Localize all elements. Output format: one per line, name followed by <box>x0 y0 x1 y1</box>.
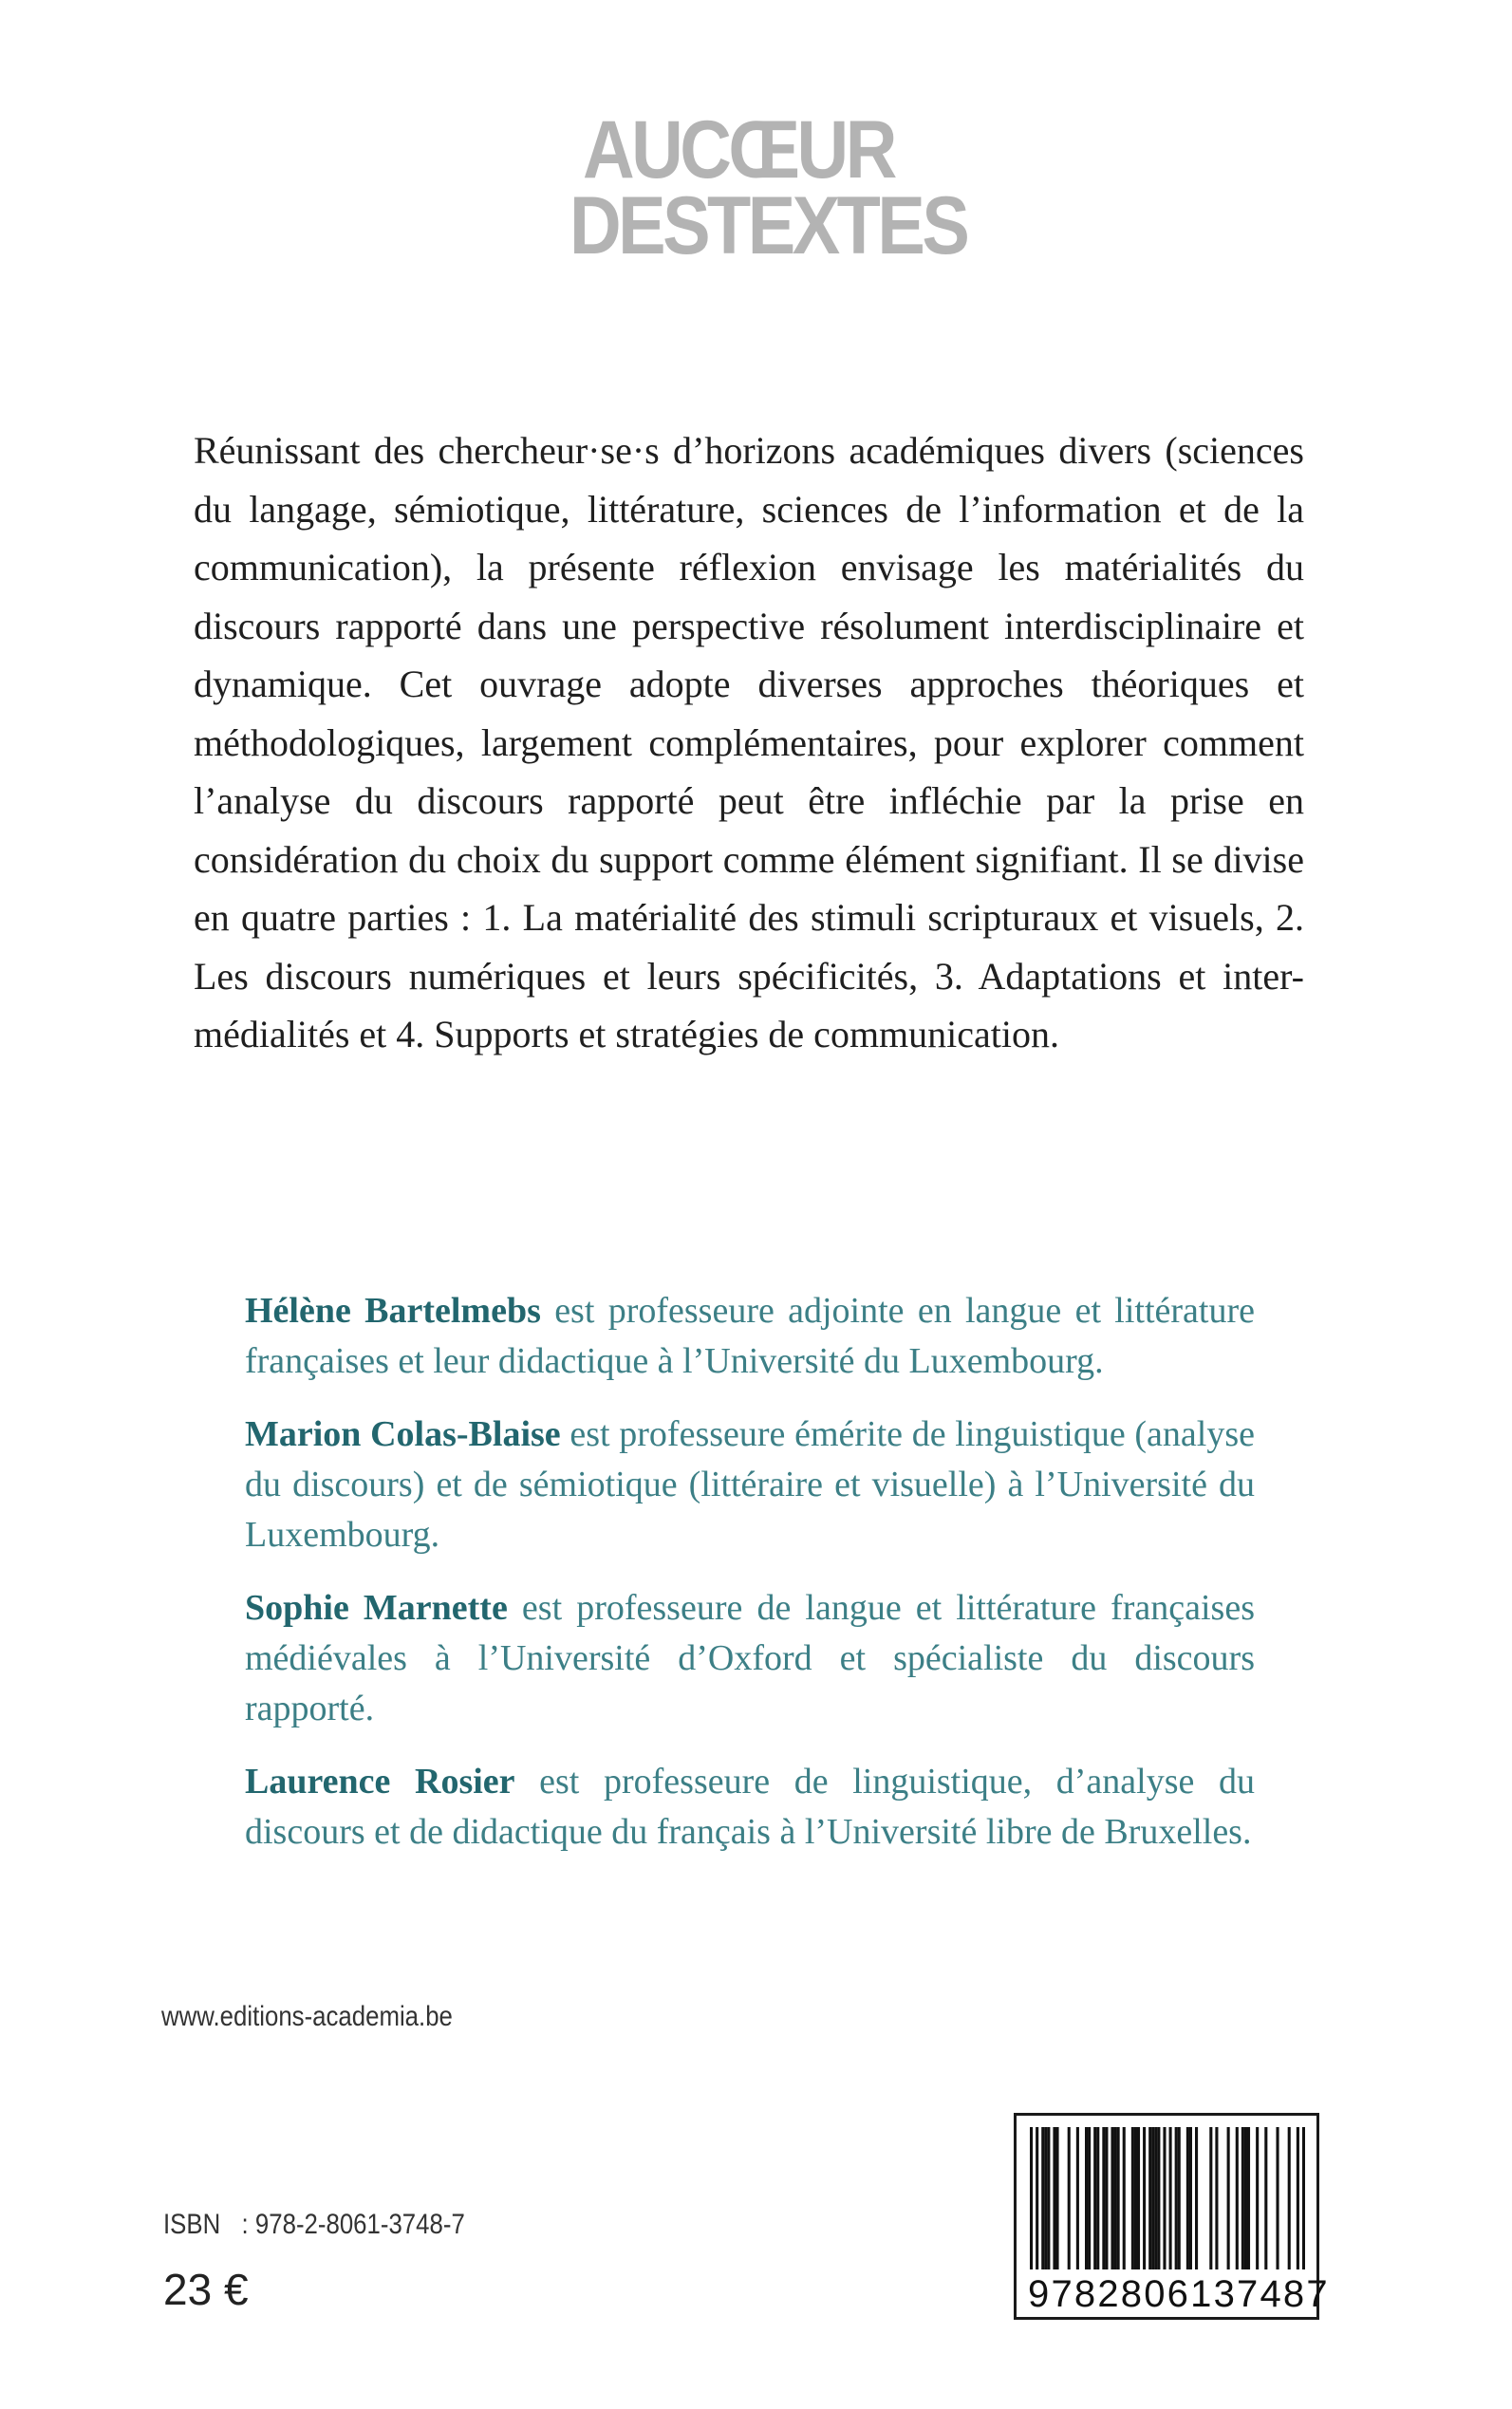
barcode-bar <box>1134 2127 1137 2269</box>
barcode-bar <box>1123 2127 1126 2269</box>
barcode-bar <box>1096 2127 1099 2269</box>
barcode-bar <box>1131 2127 1134 2269</box>
barcode-bar <box>1244 2127 1247 2269</box>
barcode-bar <box>1154 2127 1157 2269</box>
back-cover-blurb <box>194 421 1304 1064</box>
barcode-bar <box>1044 2127 1047 2269</box>
blurb-text: Réunissant des chercheur·se·s d’horizons académiques divers (sciences du langage, sémiotique, littérature, sciences de l’information et de la communication), la présente réflexion envisage les matérialités du discours rapporté dans une perspective résolument interdisciplinaire et dynamique. Cet ouvrage adopte diverses approches théoriques et méthodologiques, largement complémentaires, pour explorer comment l’analyse du discours rapporté peut être infléchie par la prise en considération du choix du support comme élément signifiant. Il se divise en quatre parties : 1. La matérialité des stimuli scripturaux et visuels, 2. Les discours numériques et leurs spécificités, 3. Adaptations et inter-médialités et 4. Supports et stratégies de communication. <box>194 429 1304 1055</box>
barcode-bar <box>1030 2127 1033 2269</box>
series-logo-line2: DESTEXTES <box>569 180 967 271</box>
author-name: Marion Colas-Blaise <box>245 1414 561 1454</box>
barcode-bar <box>1157 2127 1160 2269</box>
barcode-bar <box>1215 2127 1218 2269</box>
publisher-website: www.editions-academia.be <box>161 2001 453 2032</box>
price: 23 € <box>163 2265 249 2314</box>
author-bio <box>245 1757 1255 1858</box>
series-logo-line1: AUCŒUR <box>583 104 894 196</box>
barcode-bar <box>1102 2127 1105 2269</box>
author-description: est professeure émérite de linguistique (analyse du discours) et de sémiotique (littéraire et visuelle) à l’Université du Luxembourg. <box>245 1414 1255 1555</box>
author-name: Hélène Bartelmebs <box>245 1291 541 1331</box>
author-bios <box>245 1286 1255 1880</box>
barcode-bar <box>1297 2127 1299 2269</box>
series-logo <box>569 104 967 273</box>
barcode-bar <box>1041 2127 1044 2269</box>
barcode-bar <box>1148 2127 1151 2269</box>
barcode-bar <box>1117 2127 1120 2269</box>
barcode-bar <box>1088 2127 1091 2269</box>
barcode-bar <box>1137 2127 1140 2269</box>
author-bio <box>245 1410 1255 1560</box>
barcode <box>1014 2113 1330 2320</box>
barcode-bars <box>1030 2127 1305 2269</box>
author-bio <box>245 1286 1255 1387</box>
barcode-bar <box>1288 2127 1291 2269</box>
barcode-bar <box>1114 2127 1117 2269</box>
author-description: est professeure de linguistique, d’analyse du discours et de didactique du français à l’Université libre de Bruxelles. <box>245 1762 1255 1852</box>
isbn-label: ISBN <box>163 2209 221 2240</box>
barcode-bar <box>1195 2127 1198 2269</box>
barcode-bar <box>1169 2127 1172 2269</box>
barcode-bar <box>1163 2127 1166 2269</box>
isbn-value: : 978-2-8061-3748-7 <box>241 2209 465 2240</box>
barcode-bar <box>1105 2127 1108 2269</box>
barcode-bar <box>1068 2127 1071 2269</box>
barcode-bar <box>1236 2127 1239 2269</box>
isbn-line <box>163 2209 465 2241</box>
barcode-bar <box>1302 2127 1305 2269</box>
barcode-bar <box>1053 2127 1055 2269</box>
barcode-bar <box>1209 2127 1212 2269</box>
barcode-bar <box>1189 2127 1192 2269</box>
barcode-bar <box>1256 2127 1259 2269</box>
barcode-bar <box>1143 2127 1146 2269</box>
author-name: Sophie Marnette <box>245 1588 508 1628</box>
barcode-digits: 9782806137487 <box>1028 2273 1330 2315</box>
barcode-bar <box>1076 2127 1079 2269</box>
barcode-bar <box>1227 2127 1230 2269</box>
barcode-bar <box>1111 2127 1113 2269</box>
barcode-bar <box>1175 2127 1178 2269</box>
barcode-bar <box>1247 2127 1250 2269</box>
author-description: est professeure adjointe en langue et littérature françaises et leur didactique à l’Université du Luxembourg. <box>245 1291 1255 1381</box>
barcode-bar <box>1055 2127 1058 2269</box>
barcode-bar <box>1264 2127 1267 2269</box>
barcode-bar <box>1047 2127 1050 2269</box>
barcode-bar <box>1186 2127 1189 2269</box>
author-bio <box>245 1583 1255 1734</box>
barcode-bar <box>1276 2127 1279 2269</box>
barcode-bar <box>1151 2127 1154 2269</box>
author-name: Laurence Rosier <box>245 1762 515 1802</box>
barcode-bar <box>1036 2127 1038 2269</box>
author-description: est professeure de langue et littérature françaises médiévales à l’Université d’Oxford et spécialiste du discours rapporté. <box>245 1588 1255 1728</box>
barcode-bar <box>1241 2127 1244 2269</box>
barcode-bar <box>1085 2127 1088 2269</box>
barcode-bar <box>1178 2127 1181 2269</box>
barcode-bar <box>1093 2127 1096 2269</box>
